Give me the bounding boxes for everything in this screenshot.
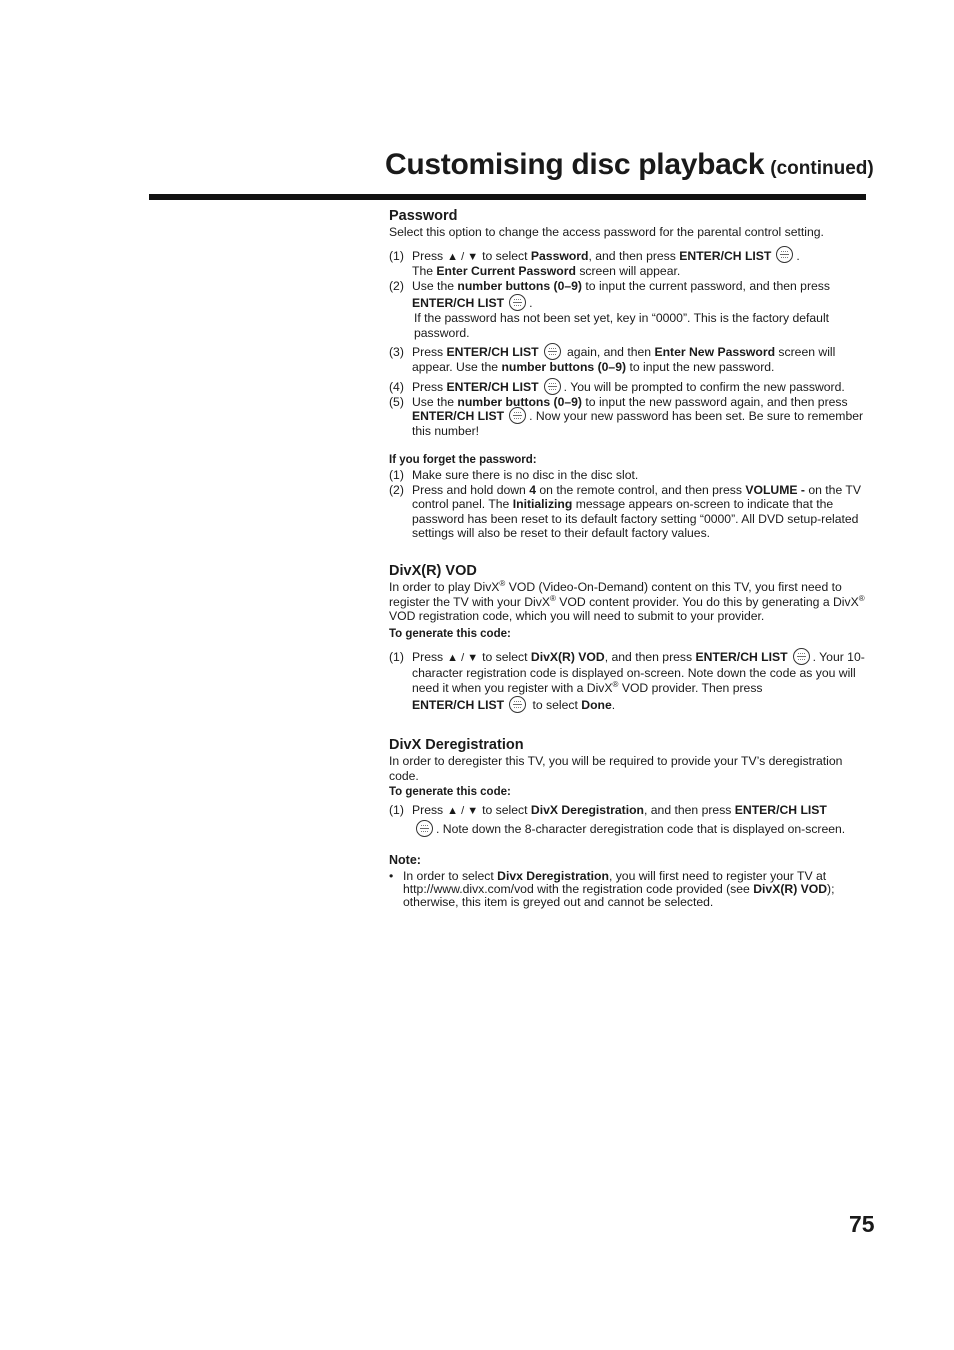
forget-password-heading: If you forget the password: (389, 454, 537, 467)
button-name: ENTER/CH LIST (695, 650, 788, 665)
step-text: . Now your new password has been set. Be sure to remember this number! (412, 409, 864, 438)
menu-item-name: Done (581, 698, 612, 713)
divx-vod-generate-heading: To generate this code: (389, 627, 511, 640)
button-name: ENTER/CH LIST (446, 379, 539, 394)
step-text: to select (482, 802, 528, 817)
divx-vod-step-1 (389, 650, 867, 713)
button-name: ENTER/CH LIST (412, 698, 505, 713)
step-text: to input the new password. (629, 360, 775, 375)
step-text: to select (482, 248, 528, 263)
step-text: to select (482, 650, 528, 665)
divx-dereg-steps (389, 803, 867, 837)
title-rule (149, 194, 866, 200)
enter-button-icon (793, 648, 810, 665)
step-text: to select (532, 698, 578, 713)
up-down-arrows-icon: ▲ / ▼ (447, 804, 479, 817)
button-name: ENTER/CH LIST (446, 345, 539, 360)
title-text: Customising disc playback (385, 148, 765, 181)
note-text: ); otherwise, this item is greyed out and cannot be selected. (403, 881, 835, 909)
step-text: again, and then (567, 345, 652, 360)
step-text: , and then press (588, 248, 676, 263)
menu-item-name: DivX(R) VOD (530, 650, 605, 665)
step-text: The (412, 264, 434, 279)
section-heading-divx-deregistration: DivX Deregistration (389, 736, 524, 753)
step-text: Make sure there is no disc in the disc slot. (412, 468, 639, 483)
screen-name: Enter Current Password (436, 264, 576, 279)
enter-button-icon (509, 407, 526, 424)
step-text: to input the current password, and then press (585, 278, 830, 293)
step-text: . Note down the 8-character deregistration code that is displayed on-screen. (436, 822, 846, 837)
note-text: , you will first need to register your TV at http://www.divx.com/vod with the registration code provided (see (403, 868, 827, 896)
menu-item-name: DivX Deregistration (530, 802, 644, 817)
up-down-arrows-icon: ▲ / ▼ (447, 652, 479, 665)
password-step-1 (389, 249, 867, 279)
step-text: screen will appear. Use the (412, 345, 836, 375)
button-name: ENTER/CH LIST (679, 248, 772, 263)
button-name: number buttons (0–9) (501, 360, 627, 375)
step-text: screen will appear. (579, 264, 681, 279)
forget-steps (389, 468, 867, 541)
step-text: Press (412, 802, 444, 817)
enter-button-icon (509, 696, 526, 713)
divx-dereg-intro: In order to deregister this TV, you will be required to provide your TV’s deregistration code. (389, 753, 843, 783)
enter-button-icon (776, 246, 793, 263)
title-continued: (continued) (770, 158, 874, 179)
intro-text: VOD (Video-On-Demand) content on this TV, you first need to register the TV with your DivX (389, 580, 842, 609)
step-text: Press (412, 345, 444, 360)
step-text: to input the new password again, and then press (585, 394, 848, 409)
step-text: , and then press (644, 802, 732, 817)
button-name: VOLUME - (745, 482, 805, 497)
password-step-2 (389, 279, 867, 341)
step-number: (2) (389, 278, 404, 293)
note-text: In order to select (403, 868, 494, 883)
step-text: . (611, 698, 616, 713)
divx-vod-intro (389, 580, 867, 624)
step-text: Use the (412, 278, 455, 293)
intro-text: VOD registration code, which you will need to submit to your provider. (389, 609, 765, 624)
step-text: message appears on-screen to indicate that the password has been reset to its default factory setting “0000”. All DVD setup-related settings will also be reset to their default factory values. (412, 497, 859, 541)
menu-item-name: DivX(R) VOD (753, 881, 828, 896)
step-text: . (812, 650, 816, 665)
button-name: number buttons (0–9) (457, 278, 582, 293)
content-column (389, 208, 867, 909)
password-step-3 (389, 345, 867, 374)
divx-dereg-generate-heading: To generate this code: (389, 786, 511, 799)
note-heading: Note: (389, 853, 421, 868)
step-text: VOD provider. Then press (621, 680, 763, 695)
button-name: ENTER/CH LIST (412, 296, 505, 311)
section-heading-divx-vod: DivX(R) VOD (389, 563, 477, 580)
password-step-4 (389, 380, 867, 395)
step-number: (4) (389, 379, 404, 394)
step-number: (5) (389, 394, 404, 409)
registered-mark: ® (612, 679, 619, 689)
step-text: Press (412, 650, 444, 665)
enter-button-icon (544, 378, 561, 395)
step-text: Use the (412, 394, 455, 409)
intro-text: VOD content provider. You do this by generating a DivX (559, 594, 859, 609)
menu-item-name: Password (530, 248, 589, 263)
divx-vod-steps (389, 650, 867, 713)
intro-text: In order to play DivX (389, 580, 500, 595)
step-text: . You will be prompted to confirm the new password. (563, 379, 845, 394)
enter-button-icon (544, 343, 561, 360)
button-name: ENTER/CH LIST (412, 409, 505, 424)
step-text: . (529, 296, 533, 311)
step-number: (2) (389, 482, 404, 497)
step-text: . (796, 248, 800, 263)
enter-button-icon (509, 294, 526, 311)
password-step-5 (389, 395, 867, 439)
step-text: , and then press (604, 650, 693, 665)
step-text: Press (412, 379, 444, 394)
screen-name: Enter New Password (654, 345, 776, 360)
note-bullet (389, 870, 867, 909)
step-text: on the remote control, and then press (539, 482, 742, 497)
password-steps (389, 249, 867, 439)
step-text: on the TV control panel. The (412, 482, 861, 512)
step-note: If the password has not been set yet, key in “0000”. This is the factory default password. (414, 311, 830, 340)
step-number: (1) (389, 802, 404, 817)
step-text: Press (412, 248, 444, 263)
forget-step-2 (389, 483, 867, 541)
up-down-arrows-icon: ▲ / ▼ (447, 250, 479, 263)
registered-mark: ® (549, 593, 556, 603)
section-heading-password: Password (389, 208, 458, 224)
step-text: Press and hold down (412, 482, 526, 497)
registered-mark: ® (499, 578, 506, 588)
button-name: number buttons (0–9) (457, 394, 582, 409)
menu-item-name: Divx Deregistration (497, 868, 609, 883)
step-number: (1) (389, 650, 404, 665)
page-number: 75 (849, 1211, 875, 1237)
step-number: (1) (389, 468, 404, 483)
registered-mark: ® (858, 593, 865, 603)
message-name: Initializing (512, 497, 573, 512)
step-text: Your 10-character registration code is displayed on-screen. Note down the code as you will need it when you register with a DivX (412, 650, 865, 695)
forget-step-1 (389, 468, 867, 483)
enter-button-icon (416, 820, 433, 837)
divx-dereg-step-1 (389, 803, 867, 837)
step-number: (1) (389, 248, 404, 263)
button-name: ENTER/CH LIST (734, 802, 827, 817)
button-name: 4 (529, 482, 536, 497)
page-title (385, 148, 874, 182)
step-number: (3) (389, 345, 404, 360)
password-intro: Select this option to change the access password for the parental control setting. (389, 225, 824, 239)
